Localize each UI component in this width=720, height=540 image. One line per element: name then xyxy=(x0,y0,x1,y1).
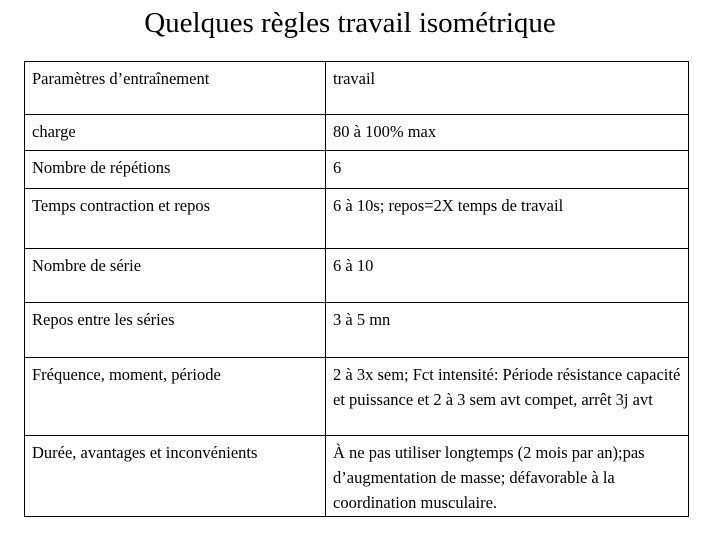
parameter-cell: Nombre de série xyxy=(25,249,326,303)
table-row xyxy=(25,436,689,517)
parameter-cell: Fréquence, moment, période xyxy=(25,358,326,436)
page-title: Quelques règles travail isométrique xyxy=(144,7,556,39)
table-row xyxy=(25,249,689,303)
value-cell: travail xyxy=(326,62,689,115)
parameter-cell: Durée, avantages et inconvénients xyxy=(25,436,326,517)
training-rules-table xyxy=(24,61,689,517)
parameter-cell: Nombre de répétions xyxy=(25,151,326,189)
table-row xyxy=(25,62,689,115)
value-cell: 6 à 10s; repos=2X temps de travail xyxy=(326,189,689,249)
table-row xyxy=(25,151,689,189)
table-row xyxy=(25,189,689,249)
value-cell: À ne pas utiliser longtemps (2 mois par an);pas d’augmentation de masse; défavorable à la coordination musculaire. xyxy=(326,436,689,517)
parameter-cell: Temps contraction et repos xyxy=(25,189,326,249)
parameter-cell: Paramètres d’entraînement xyxy=(25,62,326,115)
value-cell: 6 à 10 xyxy=(326,249,689,303)
value-cell: 80 à 100% max xyxy=(326,115,689,151)
table-row xyxy=(25,358,689,436)
value-cell: 3 à 5 mn xyxy=(326,303,689,358)
table-row xyxy=(25,115,689,151)
parameter-cell: Repos entre les séries xyxy=(25,303,326,358)
parameter-cell: charge xyxy=(25,115,326,151)
value-cell: 2 à 3x sem; Fct intensité: Période résistance capacité et puissance et 2 à 3 sem avt compet, arrêt 3j avt xyxy=(326,358,689,436)
table-row xyxy=(25,303,689,358)
value-cell: 6 xyxy=(326,151,689,189)
